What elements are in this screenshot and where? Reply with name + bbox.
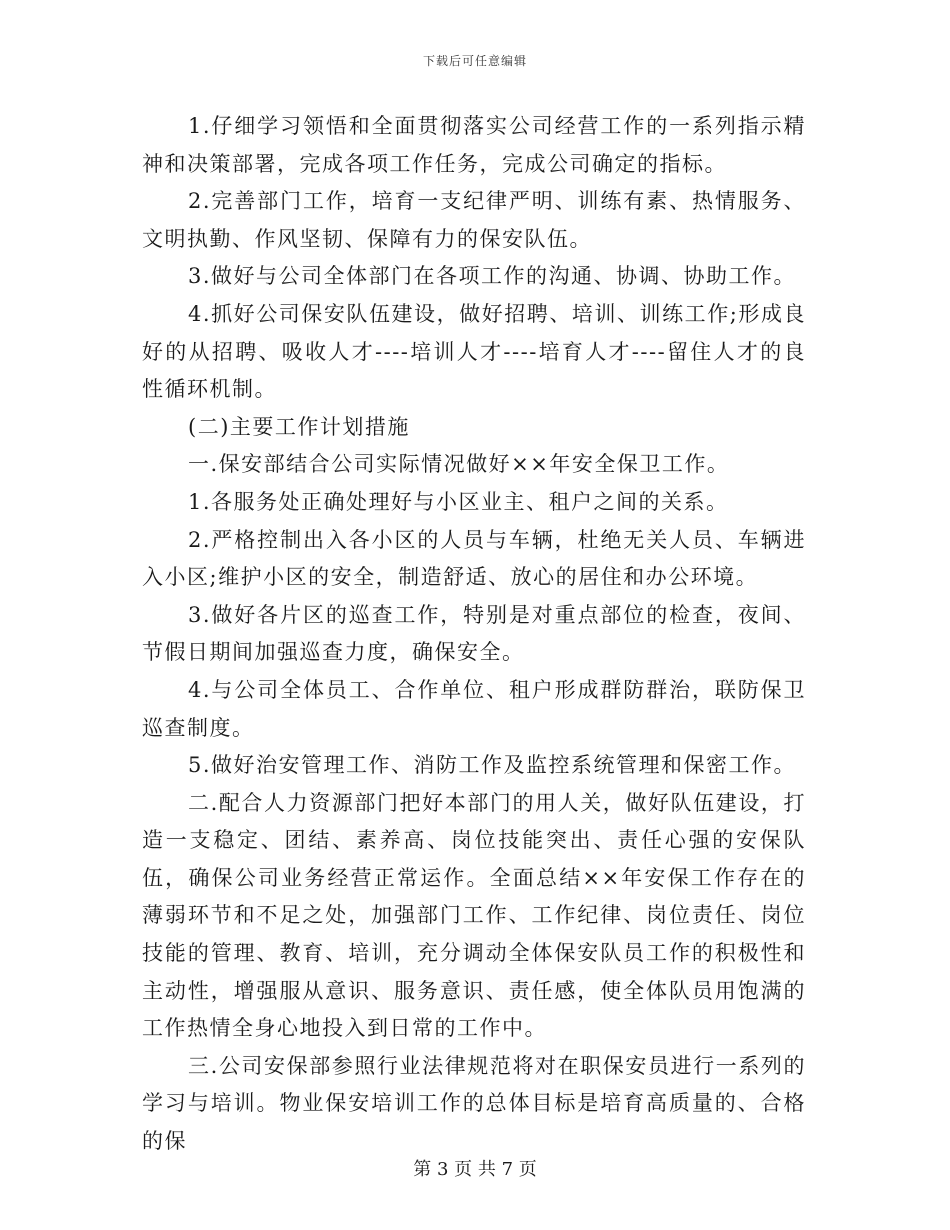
- document-body: [142, 108, 806, 1161]
- paragraph-4: 4.抓好公司保安队伍建设，做好招聘、培训、训练工作;形成良好的从招聘、吸收人才----培训人才----培育人才----留住人才的良性循环机制。: [142, 301, 806, 402]
- paragraph-3: 3.做好与公司全体部门在各项工作的沟通、协调、协助工作。: [188, 264, 797, 289]
- paragraph-2: 2.完善部门工作，培育一支纪律严明、训练有素、热情服务、文明执勤、作风坚韧、保障有力的保安队伍。: [142, 189, 806, 251]
- paragraph-13: 三.公司安保部参照行业法律规范将对在职保安员进行一系列的学习与培训。物业保安培训工作的总体目标是培育高质量的、合格的保: [142, 1053, 806, 1154]
- paragraph-12: 二.配合人力资源部门把好本部门的用人关，做好队伍建设，打造一支稳定、团结、素养高、岗位技能突出、责任心强的安保队伍，确保公司业务经营正常运作。全面总结××年安保工作存在的薄弱环节和不足之处，加强部门工作、工作纪律、岗位责任、岗位技能的管理、教育、培训，充分调动全体保安队员工作的积极性和主动性，增强服从意识、服务意识、责任感，使全体队员用饱满的工作热情全身心地投入到日常的工作中。: [142, 790, 806, 1041]
- paragraph-11: 5.做好治安管理工作、消防工作及监控系统管理和保密工作。: [188, 753, 797, 778]
- paragraph-6: 一.保安部结合公司实际情况做好××年安全保卫工作。: [188, 452, 730, 477]
- paragraph-9: 3.做好各片区的巡查工作，特别是对重点部位的检查，夜间、节假日期间加强巡查力度，确保安全。: [142, 602, 806, 665]
- paragraph-1: 1.仔细学习领悟和全面贯彻落实公司经营工作的一系列指示精神和决策部署，完成各项工作任务，完成公司确定的指标。: [142, 114, 806, 176]
- paragraph-8: 2.严格控制出入各小区的人员与车辆，杜绝无关人员、车辆进入小区;维护小区的安全，制造舒适、放心的居住和办公环境。: [142, 527, 806, 590]
- section-heading: (二)主要工作计划措施: [188, 414, 410, 439]
- page-number: 第 3 页 共 7 页: [413, 1159, 537, 1180]
- page-header: 下载后可任意编辑: [422, 54, 527, 68]
- paragraph-10: 4.与公司全体员工、合作单位、租户形成群防群治，联防保卫巡查制度。: [142, 677, 806, 740]
- paragraph-7: 1.各服务处正确处理好与小区业主、租户之间的关系。: [188, 489, 729, 514]
